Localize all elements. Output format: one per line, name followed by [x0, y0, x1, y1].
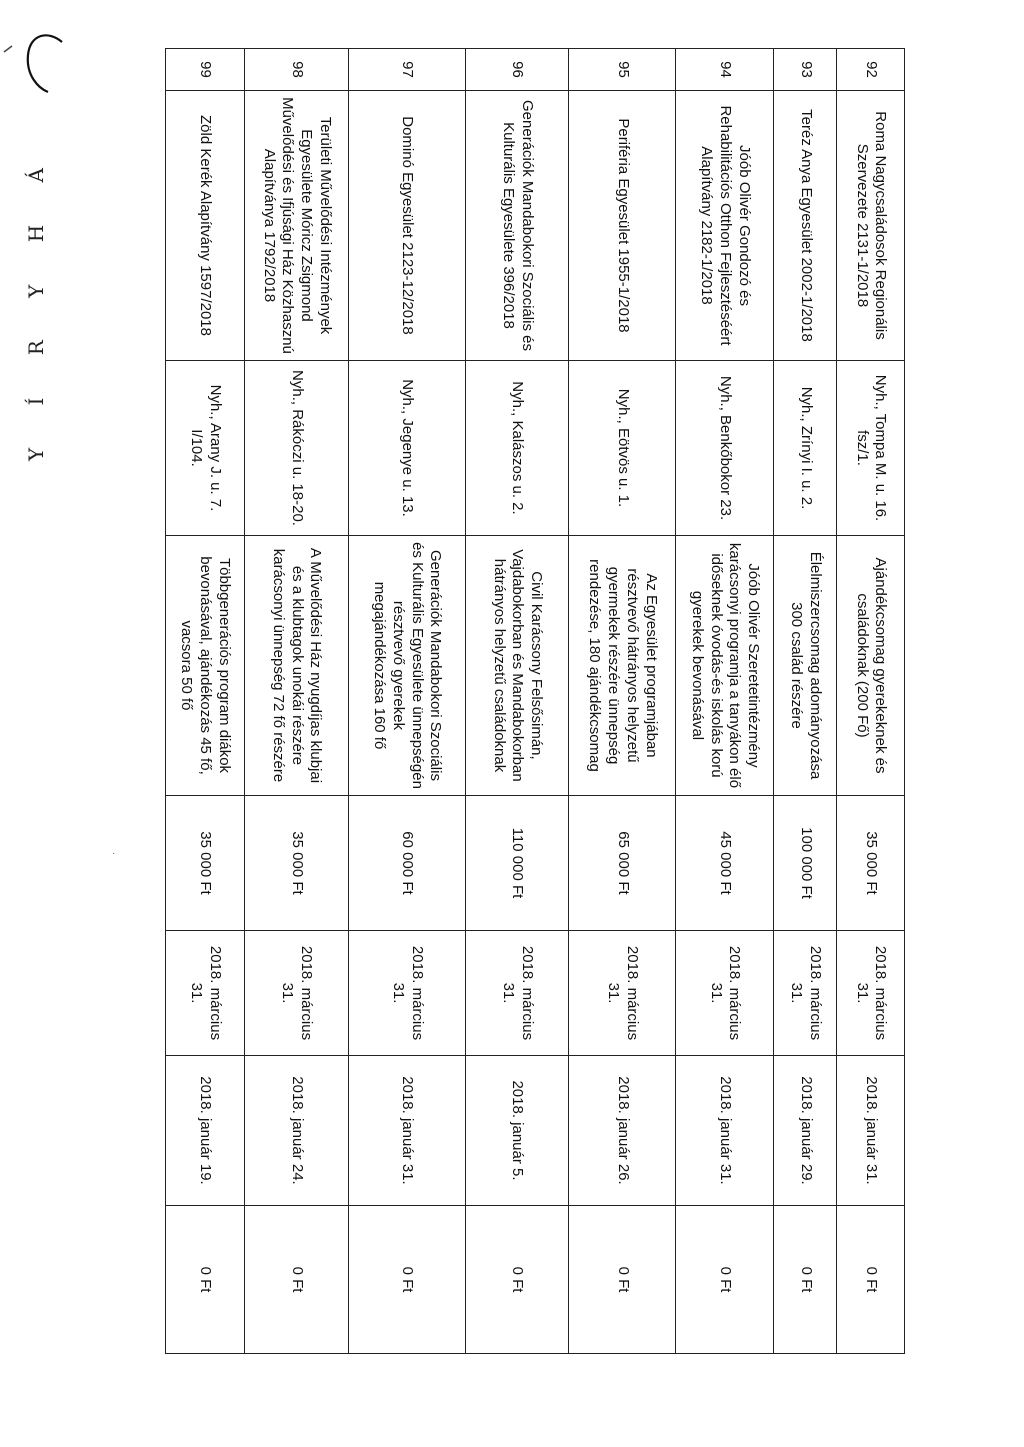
purpose-cell: A Művelődési Ház nyugdíjas klubjai és a klubtagok unokái részére karácsonyi ünnepség 72 fő részére: [244, 536, 349, 796]
address-cell: Nyh., Benkőbokor 23.: [676, 361, 774, 536]
address-cell: Nyh., Kalászos u. 2.: [465, 361, 569, 536]
table-row: [349, 49, 466, 1354]
date-cell: 2018. január 5.: [465, 1056, 569, 1206]
address-cell: Nyh., Eötvös u. 1.: [569, 361, 676, 536]
rotated-table-sheet: [165, 48, 905, 1353]
row-number-cell: 96: [465, 49, 569, 91]
table-row: [774, 49, 837, 1354]
margin-stamp-letters: Y Í R Y H Á: [24, 150, 48, 462]
row-number-cell: 94: [676, 49, 774, 91]
other-amount-cell: 0 Ft: [569, 1206, 676, 1354]
row-number-cell: 98: [244, 49, 349, 91]
row-number-cell: 99: [166, 49, 245, 91]
other-amount-cell: 0 Ft: [676, 1206, 774, 1354]
deadline-cell: 2018. március 31.: [774, 931, 837, 1056]
purpose-cell: Ajándékcsomag gyerekeknek és családoknak (200 Fő): [837, 536, 905, 796]
deadline-cell: 2018. március 31.: [676, 931, 774, 1056]
other-amount-cell: 0 Ft: [244, 1206, 349, 1354]
margin-bracket-mark: [0, 0, 70, 100]
table-row: [465, 49, 569, 1354]
table-row: [244, 49, 349, 1354]
address-cell: Nyh., Tompa M. u. 16. fsz/1.: [837, 361, 905, 536]
organization-cell: Generációk Mandabokori Szociális és Kulturális Egyesülete 396/2018: [465, 91, 569, 361]
address-cell: Nyh., Arany J. u. 7. I/104.: [166, 361, 245, 536]
organization-cell: Roma Nagycsaládosok Regionális Szervezete 2131-1/2018: [837, 91, 905, 361]
other-amount-cell: 0 Ft: [774, 1206, 837, 1354]
deadline-cell: 2018. március 31.: [166, 931, 245, 1056]
date-cell: 2018. január 31.: [349, 1056, 466, 1206]
purpose-cell: Élelmiszercsomag adományozása 300 család részére: [774, 536, 837, 796]
deadline-cell: 2018. március 31.: [349, 931, 466, 1056]
deadline-cell: 2018. március 31.: [244, 931, 349, 1056]
organization-cell: Teréz Anya Egyesület 2002-1/2018: [774, 91, 837, 361]
other-amount-cell: 0 Ft: [837, 1206, 905, 1354]
amount-cell: 60 000 Ft: [349, 796, 466, 931]
date-cell: 2018. január 29.: [774, 1056, 837, 1206]
date-cell: 2018. január 19.: [166, 1056, 245, 1206]
address-cell: Nyh., Zrínyi I. u. 2.: [774, 361, 837, 536]
amount-cell: 100 000 Ft: [774, 796, 837, 931]
organization-cell: Dominó Egyesület 2123-12/2018: [349, 91, 466, 361]
organization-cell: Területi Művelődési Intézmények Egyesülete Móricz Zsigmond Művelődési és Ifjúsági Ház Közhasznú Alapítványa 1792/2018: [244, 91, 349, 361]
organization-cell: Zöld Kerék Alapítvány 1597/2018: [166, 91, 245, 361]
purpose-cell: Generációk Mandabokori Szociális és Kulturális Egyesülete ünnepségén résztvevő gyerekek megajándékozása 160 fő: [349, 536, 466, 796]
other-amount-cell: 0 Ft: [349, 1206, 466, 1354]
date-cell: 2018. január 31.: [837, 1056, 905, 1206]
purpose-cell: Civil Karácsony Felsősimán, Vajdabokorban és Mandabokorban hátrányos helyzetű családoknak: [465, 536, 569, 796]
row-number-cell: 95: [569, 49, 676, 91]
amount-cell: 65 000 Ft: [569, 796, 676, 931]
other-amount-cell: 0 Ft: [465, 1206, 569, 1354]
address-cell: Nyh., Rákóczi u. 18-20.: [244, 361, 349, 536]
address-cell: Nyh., Jegenye u. 13.: [349, 361, 466, 536]
table-row: [569, 49, 676, 1354]
amount-cell: 35 000 Ft: [837, 796, 905, 931]
deadline-cell: 2018. március 31.: [837, 931, 905, 1056]
date-cell: 2018. január 26.: [569, 1056, 676, 1206]
grant-table: [165, 48, 905, 1354]
date-cell: 2018. január 24.: [244, 1056, 349, 1206]
row-number-cell: 97: [349, 49, 466, 91]
row-number-cell: 93: [774, 49, 837, 91]
scan-speck: ·: [112, 848, 116, 859]
amount-cell: 35 000 Ft: [244, 796, 349, 931]
organization-cell: Periféria Egyesület 1955-1/2018: [569, 91, 676, 361]
table-row: [676, 49, 774, 1354]
table-row: [166, 49, 245, 1354]
deadline-cell: 2018. március 31.: [569, 931, 676, 1056]
amount-cell: 35 000 Ft: [166, 796, 245, 931]
purpose-cell: Többgenerációs program diákok bevonásával, ajándékozás 45 fő, vacsora 50 fő: [166, 536, 245, 796]
date-cell: 2018. január 31.: [676, 1056, 774, 1206]
purpose-cell: Jóób Olivér Szeretetintézmény karácsonyi programja a tanyákon élő időseknek óvodás-és iskolás korú gyerekek bevonásával: [676, 536, 774, 796]
other-amount-cell: 0 Ft: [166, 1206, 245, 1354]
amount-cell: 45 000 Ft: [676, 796, 774, 931]
table-row: [837, 49, 905, 1354]
organization-cell: Jóób Olivér Gondozó és Rehabilitációs Otthon Fejlesztéséért Alapítvány 2182-1/2018: [676, 91, 774, 361]
deadline-cell: 2018. március 31.: [465, 931, 569, 1056]
amount-cell: 110 000 Ft: [465, 796, 569, 931]
purpose-cell: Az Egyesület programjában résztvevő hátrányos helyzetű gyermekek részére ünnepség rendezése, 180 ajándékcsomag: [569, 536, 676, 796]
row-number-cell: 92: [837, 49, 905, 91]
